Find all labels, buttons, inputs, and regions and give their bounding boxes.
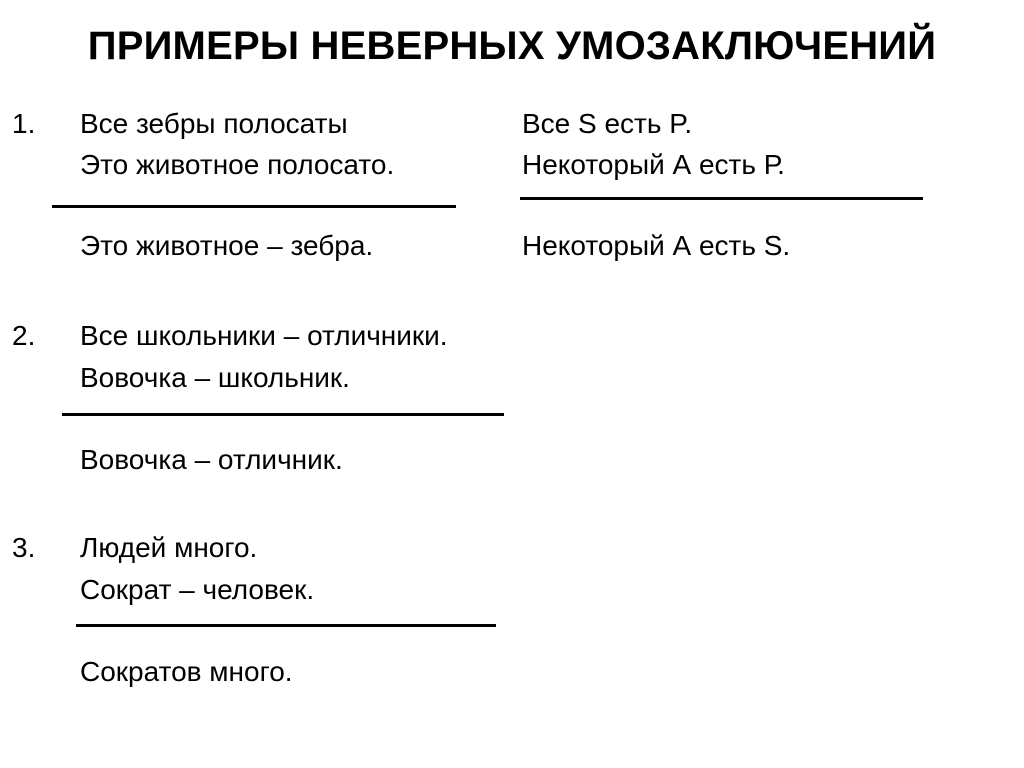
example-3-number: 3.: [12, 532, 36, 563]
example-1-conclusion: Это животное – зебра.: [80, 230, 374, 261]
example-3-premise-2: Сократ – человек.: [80, 574, 315, 605]
page-title: ПРИМЕРЫ НЕВЕРНЫХ УМОЗАКЛЮЧЕНИЙ: [87, 24, 937, 68]
example-2-divider: [62, 413, 504, 416]
formal-conclusion: Некоторый А есть S.: [522, 230, 791, 261]
example-2-number: 2.: [12, 320, 36, 351]
formal-premise-2: Некоторый А есть Р.: [522, 149, 785, 180]
example-1-premise-2: Это животное полосато.: [80, 149, 395, 180]
example-1-number: 1.: [12, 108, 36, 139]
example-2-premise-2: Вовочка – школьник.: [80, 362, 350, 393]
example-3-divider: [76, 624, 496, 627]
example-3-conclusion: Сократов много.: [80, 656, 293, 687]
example-2-conclusion: Вовочка – отличник.: [80, 444, 343, 475]
example-1-premise-1: Все зебры полосаты: [80, 108, 348, 139]
formal-premise-1: Все S есть P.: [522, 108, 693, 139]
example-1-divider: [52, 205, 456, 208]
example-2-premise-1: Все школьники – отличники.: [80, 320, 448, 351]
formal-divider: [520, 197, 923, 200]
example-3-premise-1: Людей много.: [80, 532, 258, 563]
